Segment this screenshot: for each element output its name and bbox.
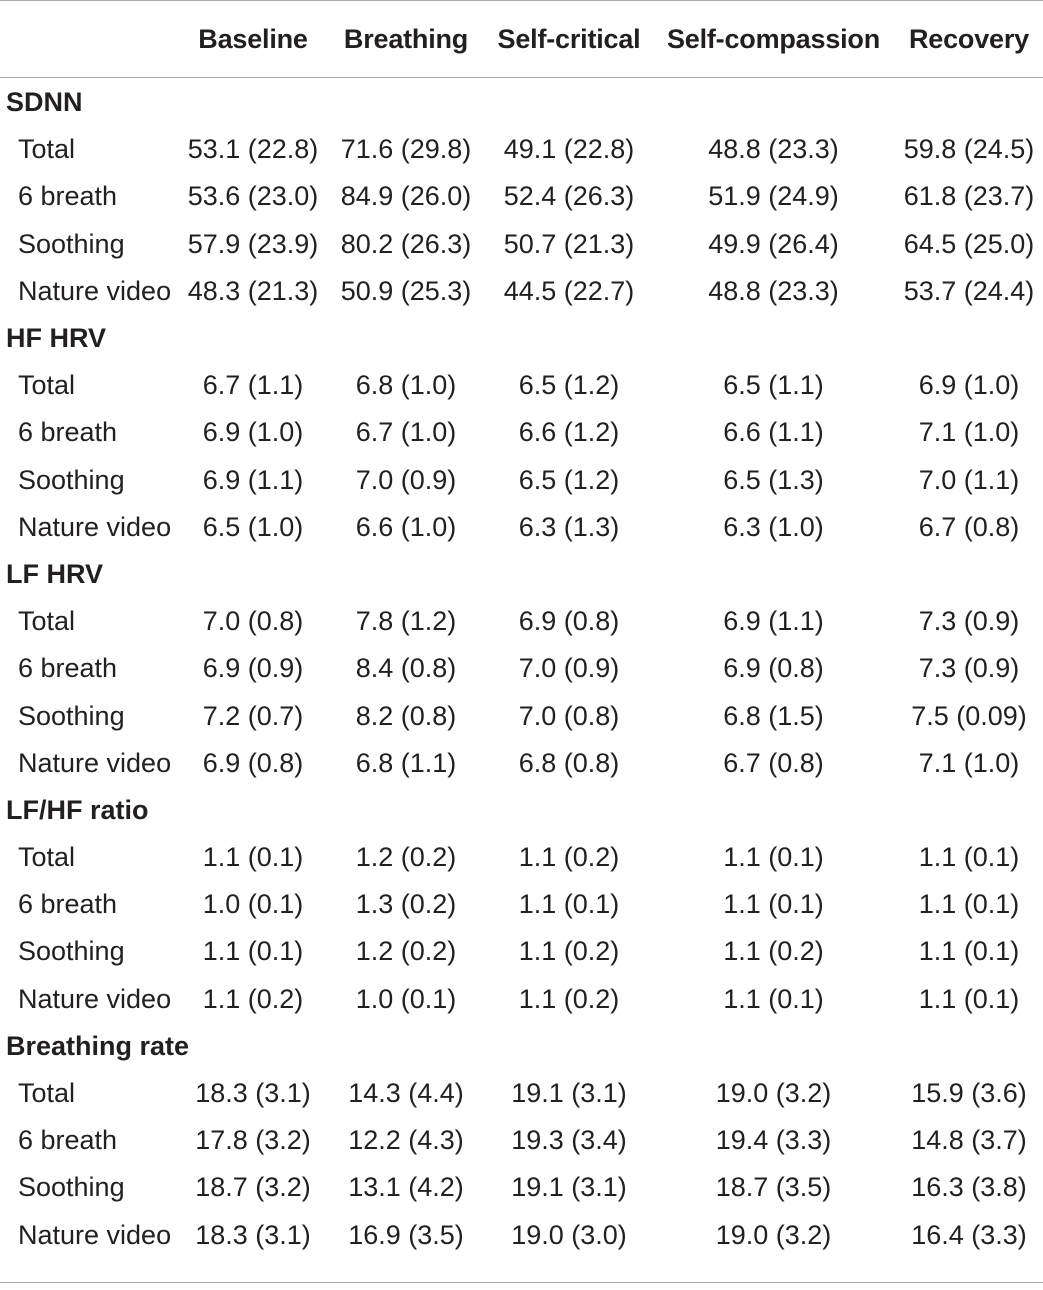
table-cell: 6.5 (1.2) (518, 370, 620, 401)
row-label: Nature video (18, 983, 172, 1014)
table-cell: 49.9 (26.4) (708, 228, 839, 259)
table-cell: 1.2 (0.2) (355, 936, 457, 967)
table-cell: 6.9 (1.0) (202, 417, 304, 448)
table-row (0, 221, 1043, 268)
row-label: 6 breath (18, 889, 118, 920)
table-cell: 1.1 (0.1) (918, 936, 1020, 967)
table-cell: 57.9 (23.9) (187, 228, 319, 259)
table-row (0, 1212, 1043, 1259)
table-cell: 1.1 (0.1) (918, 842, 1020, 873)
table-cell: 1.2 (0.2) (355, 842, 457, 873)
row-label: 6 breath (18, 653, 118, 684)
table-cell: 6.7 (0.8) (918, 511, 1020, 542)
table-row (0, 976, 1043, 1023)
table-cell: 6.9 (0.8) (518, 606, 620, 637)
table-row (0, 834, 1043, 881)
table-cell: 50.7 (21.3) (503, 228, 635, 259)
table-cell: 84.9 (26.0) (340, 181, 472, 212)
section-header-row (0, 787, 1043, 834)
table-cell: 7.0 (0.8) (518, 700, 620, 731)
table-row (0, 881, 1043, 928)
column-header-self-compassion: Self-compassion (666, 24, 881, 54)
table-cell: 1.0 (0.1) (202, 889, 304, 920)
section-title: LF/HF ratio (6, 794, 149, 825)
table-cell: 1.1 (0.2) (723, 936, 824, 967)
row-label: Nature video (18, 747, 172, 778)
table-cell: 7.3 (0.9) (918, 606, 1020, 637)
row-label: Total (18, 1078, 76, 1109)
column-header-self-critical: Self-critical (497, 24, 641, 54)
table-row (0, 1070, 1043, 1117)
table-cell: 1.1 (0.1) (723, 983, 824, 1014)
row-label: Soothing (18, 936, 125, 967)
table-cell: 6.3 (1.3) (518, 511, 620, 542)
table-cell: 48.3 (21.3) (187, 275, 319, 306)
table-cell: 53.7 (24.4) (903, 275, 1035, 306)
table-row (0, 409, 1043, 456)
table-cell: 8.2 (0.8) (355, 700, 457, 731)
table-cell: 6.8 (0.8) (518, 747, 620, 778)
column-header-recovery: Recovery (909, 24, 1029, 54)
table-cell: 80.2 (26.3) (340, 228, 472, 259)
row-label: Soothing (18, 1172, 125, 1203)
section-title: LF HRV (6, 558, 104, 589)
table-cell: 12.2 (4.3) (348, 1125, 464, 1156)
table-cell: 1.1 (0.1) (518, 889, 620, 920)
section-header-row (0, 1023, 1043, 1070)
row-label: Soothing (18, 700, 125, 731)
table-cell: 7.2 (0.7) (202, 700, 304, 731)
table-row (0, 740, 1043, 787)
table-cell: 53.1 (22.8) (187, 134, 319, 165)
row-label: Soothing (18, 464, 125, 495)
table-row (0, 173, 1043, 220)
table-header-row (0, 0, 1043, 79)
table-cell: 7.1 (1.0) (918, 417, 1020, 448)
row-label: Total (18, 370, 76, 401)
row-label: Nature video (18, 1219, 172, 1250)
table-cell: 8.4 (0.8) (355, 653, 457, 684)
table-cell: 1.1 (0.1) (918, 983, 1020, 1014)
section-header-row (0, 551, 1043, 598)
table-cell: 6.9 (1.0) (918, 370, 1020, 401)
table-cell: 6.9 (1.1) (723, 606, 824, 637)
table-cell: 18.3 (3.1) (195, 1219, 311, 1250)
table-cell: 7.3 (0.9) (918, 653, 1020, 684)
table-cell: 16.4 (3.3) (911, 1219, 1027, 1250)
table-cell: 7.8 (1.2) (355, 606, 457, 637)
table-cell: 1.1 (0.1) (723, 842, 824, 873)
table-cell: 7.0 (0.9) (355, 464, 457, 495)
table-cell: 14.3 (4.4) (348, 1078, 464, 1109)
table-cell: 51.9 (24.9) (708, 181, 839, 212)
table-cell: 7.0 (1.1) (918, 464, 1020, 495)
row-label: Nature video (18, 275, 172, 306)
table-row (0, 268, 1043, 315)
table-cell: 53.6 (23.0) (187, 181, 319, 212)
table-cell: 6.7 (1.1) (202, 370, 304, 401)
table-cell: 19.0 (3.2) (715, 1078, 832, 1109)
section-title: SDNN (6, 87, 83, 118)
table-cell: 61.8 (23.7) (903, 181, 1035, 212)
table-cell: 6.7 (1.0) (355, 417, 457, 448)
table-cell: 15.9 (3.6) (911, 1078, 1027, 1109)
table-cell: 6.8 (1.0) (355, 370, 457, 401)
row-label: 6 breath (18, 1125, 118, 1156)
row-label: Total (18, 842, 76, 873)
column-header-breathing: Breathing (343, 24, 469, 54)
table-cell: 18.3 (3.1) (195, 1078, 311, 1109)
table-cell: 19.0 (3.0) (511, 1219, 627, 1250)
row-label: 6 breath (18, 181, 118, 212)
row-label: Total (18, 134, 76, 165)
table-cell: 1.1 (0.1) (202, 936, 304, 967)
table-cell: 19.1 (3.1) (511, 1172, 627, 1203)
table-cell: 19.3 (3.4) (511, 1125, 627, 1156)
table-cell: 13.1 (4.2) (348, 1172, 464, 1203)
table-cell: 1.1 (0.1) (723, 889, 824, 920)
table-cell: 6.5 (1.3) (723, 464, 824, 495)
table-cell: 7.5 (0.09) (911, 700, 1027, 731)
table-cell: 6.5 (1.1) (723, 370, 824, 401)
row-label: Soothing (18, 228, 125, 259)
section-title: Breathing rate (6, 1030, 190, 1061)
table-row (0, 645, 1043, 692)
table-cell: 44.5 (22.7) (503, 275, 635, 306)
table-cell: 1.1 (0.2) (518, 936, 620, 967)
row-label: Total (18, 606, 76, 637)
table-cell: 1.0 (0.1) (355, 983, 457, 1014)
table-cell: 64.5 (25.0) (903, 228, 1035, 259)
row-label: Nature video (18, 511, 172, 542)
row-label: 6 breath (18, 417, 118, 448)
column-header-label (0, 0, 180, 79)
table-cell: 16.9 (3.5) (348, 1219, 464, 1250)
table-cell: 14.8 (3.7) (911, 1125, 1027, 1156)
table-row (0, 692, 1043, 739)
table-cell: 1.1 (0.1) (918, 889, 1020, 920)
table-cell: 48.8 (23.3) (708, 275, 839, 306)
table-cell: 6.3 (1.0) (723, 511, 824, 542)
section-title: HF HRV (6, 323, 107, 354)
table-bottom-rule (0, 1282, 1043, 1283)
table-cell: 18.7 (3.5) (715, 1172, 832, 1203)
table-cell: 19.0 (3.2) (715, 1219, 832, 1250)
table-body (0, 79, 1043, 1259)
section-header-row (0, 79, 1043, 126)
table-cell: 6.6 (1.2) (518, 417, 620, 448)
table-cell: 6.7 (0.8) (723, 747, 824, 778)
table-cell: 6.6 (1.0) (355, 511, 457, 542)
table-cell: 1.1 (0.2) (518, 983, 620, 1014)
table-cell: 52.4 (26.3) (503, 181, 635, 212)
table-cell: 6.5 (1.0) (202, 511, 304, 542)
table-cell: 19.1 (3.1) (511, 1078, 627, 1109)
table-row (0, 928, 1043, 975)
table-cell: 6.9 (1.1) (202, 464, 304, 495)
table-cell: 6.9 (0.9) (202, 653, 304, 684)
table-cell: 6.9 (0.8) (202, 747, 304, 778)
table-row (0, 598, 1043, 645)
table-cell: 49.1 (22.8) (503, 134, 635, 165)
table-row (0, 1164, 1043, 1211)
table-cell: 48.8 (23.3) (708, 134, 839, 165)
table-cell: 6.8 (1.1) (355, 747, 457, 778)
column-header-baseline: Baseline (198, 24, 308, 54)
table-cell: 1.1 (0.2) (202, 983, 304, 1014)
table-cell: 7.0 (0.8) (202, 606, 304, 637)
table-cell: 16.3 (3.8) (911, 1172, 1027, 1203)
table-cell: 17.8 (3.2) (195, 1125, 311, 1156)
table-cell: 71.6 (29.8) (340, 134, 472, 165)
table-cell: 18.7 (3.2) (195, 1172, 311, 1203)
table-cell: 6.5 (1.2) (518, 464, 620, 495)
table-cell: 1.1 (0.2) (518, 842, 620, 873)
table-cell: 59.8 (24.5) (903, 134, 1035, 165)
table-cell: 6.9 (0.8) (723, 653, 824, 684)
table-cell: 1.1 (0.1) (202, 842, 304, 873)
table-cell: 7.0 (0.9) (518, 653, 620, 684)
table-cell: 6.8 (1.5) (723, 700, 824, 731)
table-row (0, 126, 1043, 173)
table-row (0, 457, 1043, 504)
table-cell: 6.6 (1.1) (723, 417, 824, 448)
table-cell: 1.3 (0.2) (355, 889, 457, 920)
table-cell: 7.1 (1.0) (918, 747, 1020, 778)
table-row (0, 504, 1043, 551)
table-cell: 50.9 (25.3) (340, 275, 472, 306)
table-cell: 19.4 (3.3) (715, 1125, 832, 1156)
section-header-row (0, 315, 1043, 362)
table-row (0, 362, 1043, 409)
table-row (0, 1117, 1043, 1164)
